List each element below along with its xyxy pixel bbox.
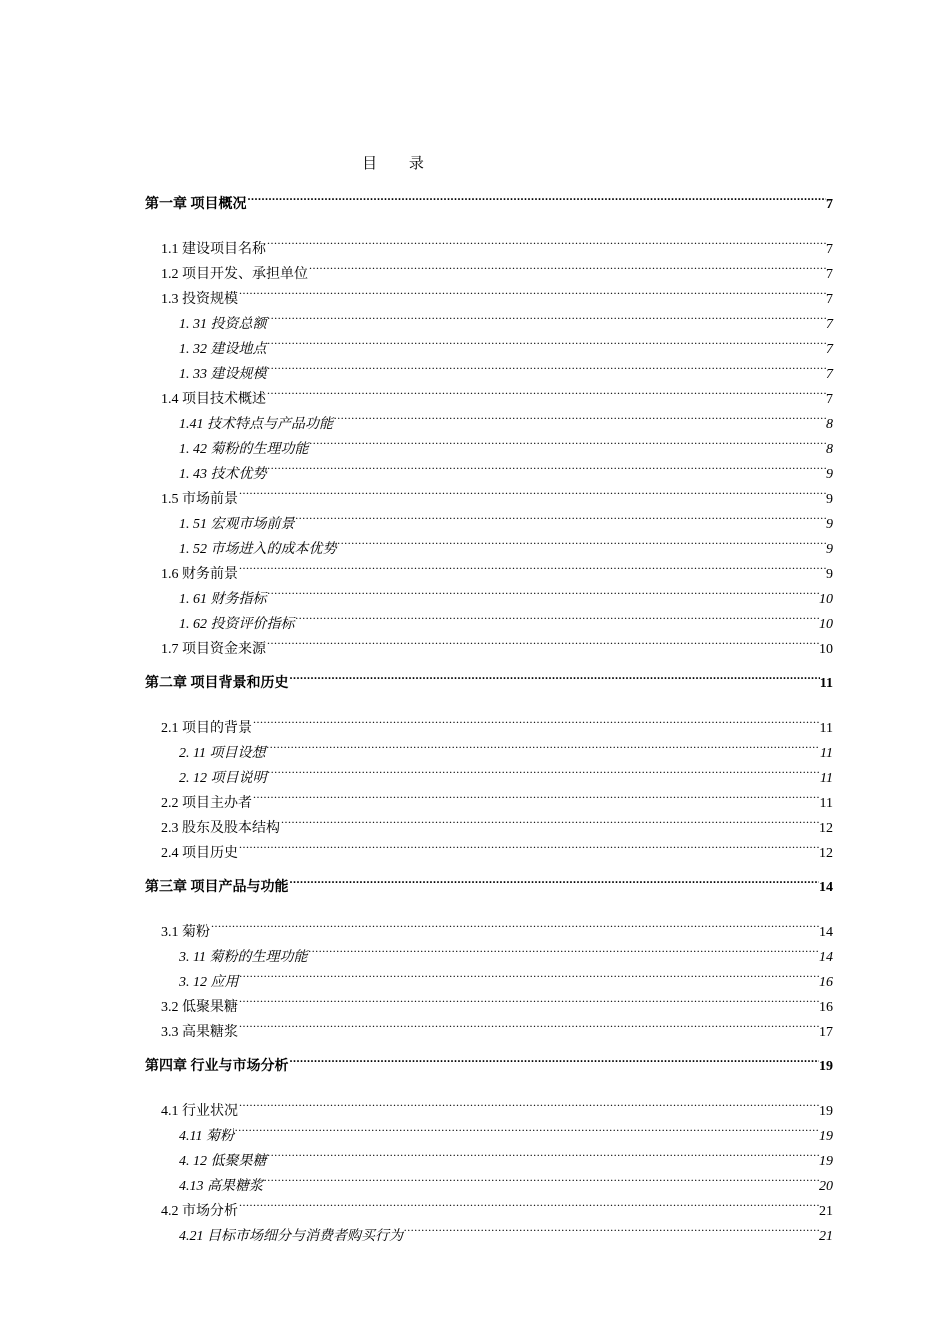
toc-entry-label: 第一章 项目概况 bbox=[145, 197, 247, 212]
toc-page-number: 12 bbox=[819, 846, 833, 861]
toc-dot-leader bbox=[280, 807, 819, 832]
toc-entry-label: 3.2 低聚果糖 bbox=[161, 1000, 238, 1015]
toc-dot-leader bbox=[308, 253, 826, 278]
toc-section-entry[interactable] bbox=[145, 228, 833, 257]
toc-entry-label: 4.11 菊粉 bbox=[179, 1129, 234, 1144]
toc-entry-label: 1. 62 投资评价指标 bbox=[179, 617, 295, 632]
toc-dot-leader bbox=[238, 1011, 819, 1036]
toc-dot-leader bbox=[295, 503, 827, 528]
toc-page-number: 16 bbox=[819, 1000, 833, 1015]
toc-dot-leader bbox=[266, 378, 826, 403]
toc-entry-label: 1. 31 投资总额 bbox=[179, 317, 267, 332]
toc-entry-label: 3.3 高果糖浆 bbox=[161, 1025, 238, 1040]
toc-entry-label: 1.4 项目技术概述 bbox=[161, 392, 266, 407]
toc-page-number: 11 bbox=[819, 676, 833, 691]
toc-section-entry[interactable] bbox=[145, 278, 833, 307]
toc-section-entry[interactable] bbox=[145, 553, 833, 582]
toc-page-number: 16 bbox=[819, 975, 833, 990]
toc-page-number: 21 bbox=[819, 1204, 833, 1219]
toc-dot-leader bbox=[234, 1115, 819, 1140]
toc-entry-label: 4.21 目标市场细分与消费者购买行为 bbox=[179, 1229, 403, 1244]
toc-dot-leader bbox=[247, 184, 827, 208]
toc-subsection-entry[interactable] bbox=[145, 578, 833, 607]
toc-entry-label: 1. 61 财务指标 bbox=[179, 592, 267, 607]
toc-entry-label: 第四章 行业与市场分析 bbox=[145, 1059, 289, 1074]
toc-dot-leader bbox=[267, 303, 827, 328]
toc-dot-leader bbox=[267, 328, 827, 353]
toc-page-number: 7 bbox=[826, 392, 833, 407]
toc-section-entry[interactable] bbox=[145, 832, 833, 861]
toc-section-entry[interactable] bbox=[145, 986, 833, 1015]
toc-page-number: 7 bbox=[826, 317, 833, 332]
toc-dot-leader bbox=[265, 732, 820, 757]
toc-entry-label: 4. 12 低聚果糖 bbox=[179, 1154, 267, 1169]
toc-entry-label: 2.1 项目的背景 bbox=[161, 721, 252, 736]
toc-dot-leader bbox=[238, 1190, 819, 1215]
toc-entry-label: 1.6 财务前景 bbox=[161, 567, 238, 582]
toc-dot-leader bbox=[238, 832, 819, 857]
toc-page-number: 19 bbox=[819, 1104, 833, 1119]
toc-dot-leader bbox=[238, 1090, 819, 1115]
toc-dot-leader bbox=[289, 663, 820, 687]
toc-dot-leader bbox=[238, 478, 826, 503]
toc-entry-label: 1.3 投资规模 bbox=[161, 292, 238, 307]
toc-page-number: 19 bbox=[819, 1129, 833, 1144]
toc-chapter-entry[interactable] bbox=[145, 184, 833, 228]
toc-entry-label: 1. 33 建设规模 bbox=[179, 367, 267, 382]
toc-dot-leader bbox=[267, 453, 827, 478]
toc-entry-label: 1. 42 菊粉的生理功能 bbox=[179, 442, 309, 457]
toc-entry-label: 4.13 高果糖浆 bbox=[179, 1179, 263, 1194]
toc-section-entry[interactable] bbox=[145, 478, 833, 507]
toc-page-number: 7 bbox=[826, 292, 833, 307]
toc-page-number: 7 bbox=[826, 342, 833, 357]
table-of-contents bbox=[145, 184, 833, 1244]
toc-page-number: 9 bbox=[826, 517, 833, 532]
toc-page-number: 9 bbox=[826, 467, 833, 482]
toc-page-number: 20 bbox=[819, 1179, 833, 1194]
toc-dot-leader bbox=[267, 578, 820, 603]
toc-section-entry[interactable] bbox=[145, 1190, 833, 1219]
toc-entry-label: 1.5 市场前景 bbox=[161, 492, 238, 507]
toc-page-number: 10 bbox=[819, 592, 833, 607]
toc-dot-leader bbox=[266, 228, 826, 253]
toc-dot-leader bbox=[267, 353, 827, 378]
toc-subsection-entry[interactable] bbox=[145, 936, 833, 965]
toc-chapter-entry[interactable] bbox=[145, 1046, 833, 1090]
toc-subsection-entry[interactable] bbox=[145, 503, 833, 532]
toc-subsection-entry[interactable] bbox=[145, 1140, 833, 1169]
toc-dot-leader bbox=[239, 961, 820, 986]
toc-title: 目 录 bbox=[362, 156, 438, 172]
toc-page-number: 19 bbox=[819, 1059, 833, 1074]
toc-subsection-entry[interactable] bbox=[145, 303, 833, 332]
toc-entry-label: 3. 11 菊粉的生理功能 bbox=[179, 950, 308, 965]
toc-dot-leader bbox=[263, 1165, 819, 1190]
toc-entry-label: 1.7 项目资金来源 bbox=[161, 642, 266, 657]
toc-dot-leader bbox=[252, 782, 820, 807]
toc-entry-label: 2.3 股东及股本结构 bbox=[161, 821, 280, 836]
toc-entry-label: 第二章 项目背景和历史 bbox=[145, 676, 289, 691]
toc-page-number: 21 bbox=[819, 1229, 833, 1244]
toc-entry-label: 1. 52 市场进入的成本优势 bbox=[179, 542, 337, 557]
toc-dot-leader bbox=[238, 986, 819, 1011]
toc-dot-leader bbox=[210, 911, 819, 936]
toc-page-number: 8 bbox=[826, 442, 833, 457]
toc-entry-label: 3.1 菊粉 bbox=[161, 925, 210, 940]
toc-dot-leader bbox=[295, 603, 820, 628]
toc-entry-label: 2.4 项目历史 bbox=[161, 846, 238, 861]
toc-dot-leader bbox=[238, 553, 826, 578]
toc-page-number: 11 bbox=[819, 721, 833, 736]
toc-subsection-entry[interactable] bbox=[145, 1215, 833, 1244]
toc-section-entry[interactable] bbox=[145, 1011, 833, 1040]
toc-page-number: 8 bbox=[826, 417, 833, 432]
toc-entry-label: 1. 43 技术优势 bbox=[179, 467, 267, 482]
toc-dot-leader bbox=[333, 403, 826, 428]
toc-section-entry[interactable] bbox=[145, 1090, 833, 1119]
toc-dot-leader bbox=[403, 1215, 819, 1240]
toc-dot-leader bbox=[289, 1046, 820, 1070]
toc-entry-label: 2. 11 项目设想 bbox=[179, 746, 266, 761]
toc-entry-label: 1.1 建设项目名称 bbox=[161, 242, 266, 257]
toc-page-number: 11 bbox=[819, 796, 833, 811]
toc-page-number: 7 bbox=[826, 267, 833, 282]
toc-page-number: 7 bbox=[826, 242, 833, 257]
toc-page-number: 14 bbox=[819, 880, 833, 895]
toc-entry-label: 3. 12 应用 bbox=[179, 975, 239, 990]
toc-page-number: 9 bbox=[826, 542, 833, 557]
toc-subsection-entry[interactable] bbox=[145, 1115, 833, 1144]
toc-page-number: 9 bbox=[826, 567, 833, 582]
toc-dot-leader bbox=[289, 867, 820, 891]
toc-entry-label: 1. 32 建设地点 bbox=[179, 342, 267, 357]
toc-page-number: 7 bbox=[826, 197, 833, 212]
toc-entry-label: 4.1 行业状况 bbox=[161, 1104, 238, 1119]
toc-dot-leader bbox=[252, 707, 820, 732]
toc-page-number: 10 bbox=[819, 617, 833, 632]
toc-chapter-entry[interactable] bbox=[145, 663, 833, 707]
toc-page-number: 17 bbox=[819, 1025, 833, 1040]
toc-entry-label: 1.2 项目开发、承担单位 bbox=[161, 267, 308, 282]
toc-entry-label: 2. 12 项目说明 bbox=[179, 771, 267, 786]
toc-page-number: 10 bbox=[819, 642, 833, 657]
toc-page-number: 9 bbox=[826, 492, 833, 507]
toc-section-entry[interactable] bbox=[145, 707, 833, 736]
toc-entry-label: 4.2 市场分析 bbox=[161, 1204, 238, 1219]
toc-dot-leader bbox=[238, 278, 826, 303]
toc-section-entry[interactable] bbox=[145, 911, 833, 940]
toc-page-number: 12 bbox=[819, 821, 833, 836]
toc-page-number: 19 bbox=[819, 1154, 833, 1169]
toc-dot-leader bbox=[267, 1140, 820, 1165]
toc-subsection-entry[interactable] bbox=[145, 961, 833, 990]
toc-page-number: 14 bbox=[819, 925, 833, 940]
toc-dot-leader bbox=[307, 936, 819, 961]
toc-entry-label: 1.41 技术特点与产品功能 bbox=[179, 417, 333, 432]
toc-page-number: 7 bbox=[826, 367, 833, 382]
toc-dot-leader bbox=[267, 757, 821, 782]
toc-chapter-entry[interactable] bbox=[145, 867, 833, 911]
toc-dot-leader bbox=[309, 428, 827, 453]
toc-page-number: 11 bbox=[820, 771, 833, 786]
toc-page-number: 14 bbox=[819, 950, 833, 965]
toc-entry-label: 第三章 项目产品与功能 bbox=[145, 880, 289, 895]
toc-dot-leader bbox=[337, 528, 827, 553]
toc-page-number: 11 bbox=[820, 746, 833, 761]
toc-entry-label: 1. 51 宏观市场前景 bbox=[179, 517, 295, 532]
toc-entry-label: 2.2 项目主办者 bbox=[161, 796, 252, 811]
toc-dot-leader bbox=[266, 628, 819, 653]
